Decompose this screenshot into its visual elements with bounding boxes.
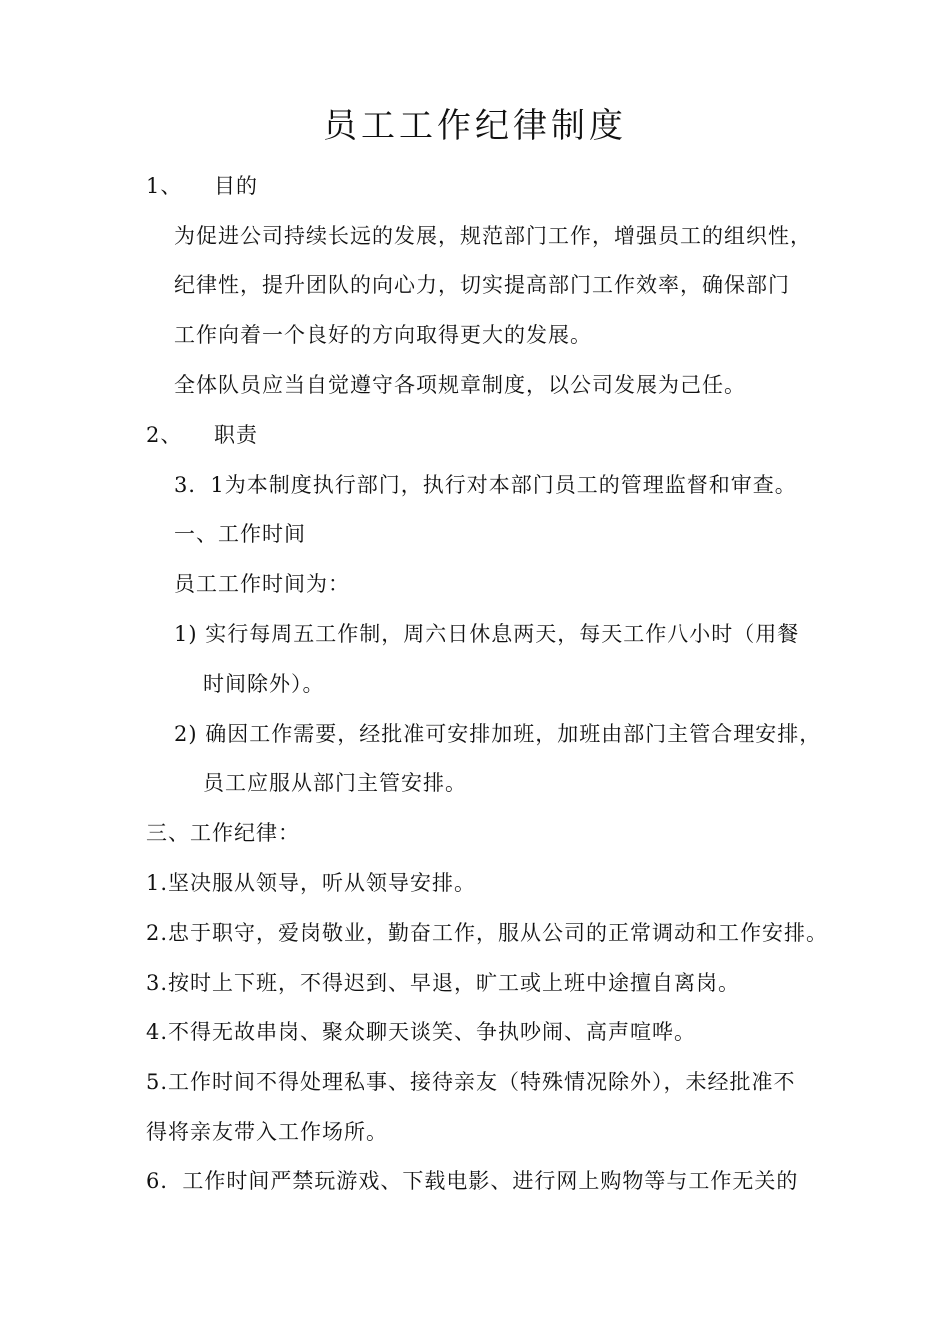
rule-item: 3.按时上下班，不得迟到、早退，旷工或上班中途擅自离岗。 xyxy=(146,971,741,995)
paragraph-line: 全体队员应当自觉遵守各项规章制度，以公司发展为己任。 xyxy=(174,373,746,397)
rule-item: 1.坚决服从领导，听从领导安排。 xyxy=(146,871,477,895)
section-1-title: 目的 xyxy=(214,174,258,198)
section-2-heading xyxy=(146,420,258,450)
section-3-heading: 三、工作纪律： xyxy=(146,821,300,845)
section-1-number: 1、 xyxy=(146,174,183,198)
rule-item: 5.工作时间不得处理私事、接待亲友（特殊情况除外），未经批准不 xyxy=(146,1070,796,1094)
duty-line: 3．1为本制度执行部门，执行对本部门员工的管理监督和审查。 xyxy=(174,473,797,497)
paragraph-line: 纪律性，提升团队的向心力，切实提高部门工作效率，确保部门 xyxy=(174,273,790,297)
paragraph-line: 为促进公司持续长远的发展，规范部门工作，增强员工的组织性， xyxy=(174,224,812,248)
list-item: 2) 确因工作需要，经批准可安排加班，加班由部门主管合理安排， xyxy=(174,722,822,746)
rule-item: 4.不得无故串岗、聚众聊天谈笑、争执吵闹、高声喧哗。 xyxy=(146,1020,697,1044)
section-1-heading xyxy=(146,171,258,201)
paragraph-line: 工作向着一个良好的方向取得更大的发展。 xyxy=(174,323,592,347)
rule-item: 6．工作时间严禁玩游戏、下载电影、进行网上购物等与工作无关的 xyxy=(146,1169,799,1193)
list-item-continuation: 员工应服从部门主管安排。 xyxy=(203,771,467,795)
list-item: 1) 实行每周五工作制，周六日休息两天，每天工作八小时（用餐 xyxy=(174,622,800,646)
work-time-heading: 一、工作时间 xyxy=(174,522,306,546)
section-2-title: 职责 xyxy=(214,423,258,447)
rule-item-continuation: 得将亲友带入工作场所。 xyxy=(146,1120,388,1144)
list-item-continuation: 时间除外）。 xyxy=(203,672,325,696)
work-time-intro: 员工工作时间为： xyxy=(174,572,350,596)
rule-item: 2.忠于职守，爱岗敬业，勤奋工作，服从公司的正常调动和工作安排。 xyxy=(146,921,829,945)
document-title: 员工工作纪律制度 xyxy=(323,106,627,146)
section-2-number: 2、 xyxy=(146,423,183,447)
